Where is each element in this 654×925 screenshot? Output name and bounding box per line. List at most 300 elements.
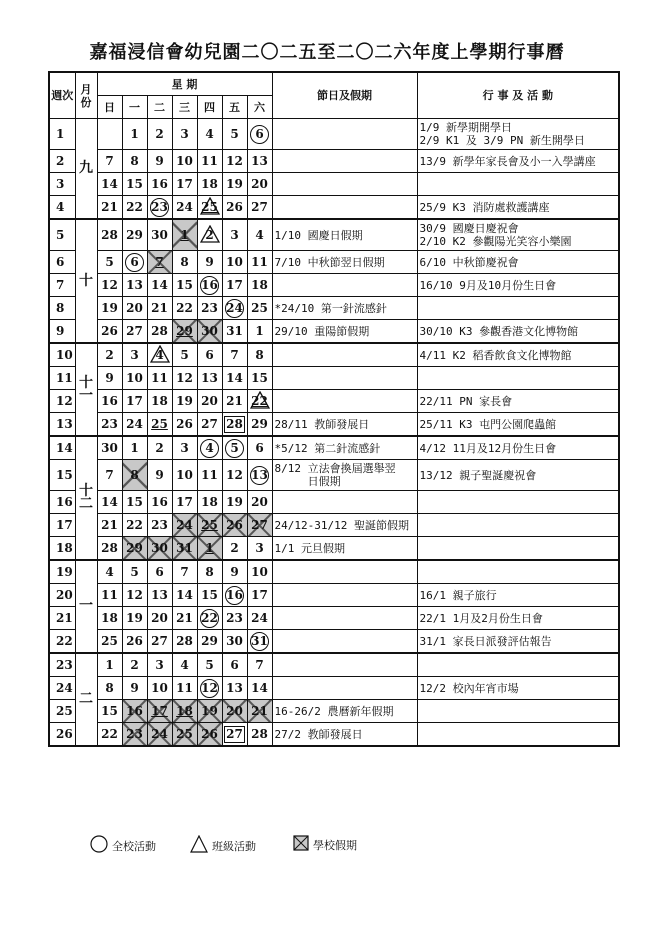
day-cell [122,460,147,491]
day-cell [97,413,122,437]
day-cell [197,343,222,367]
holiday-cell [272,607,417,630]
triangle-icon [190,835,208,856]
week-row [49,514,619,537]
day-number: 6 [205,347,214,362]
day-number: 17 [126,393,143,408]
day-cell [122,514,147,537]
day-cell [97,251,122,274]
holiday-cell [272,367,417,390]
day-number: 26 [126,633,143,648]
day-number: 23 [150,198,169,217]
day-cell [122,150,147,173]
circle-icon [90,835,108,856]
day-number: 26 [226,199,243,214]
day-cell [97,196,122,220]
week-row [49,560,619,584]
week-number: 24 [49,677,75,700]
day-cell [147,630,172,654]
day-cell [247,320,272,344]
day-number: 16 [200,276,219,295]
day-cell [247,460,272,491]
week-number: 10 [49,343,75,367]
day-cell [222,251,247,274]
day-cell [172,173,197,196]
day-cell [97,150,122,173]
day-number: 11 [176,680,193,695]
day-cell [147,537,172,561]
day-number: 7 [255,657,264,672]
day-number: 28 [176,633,193,648]
day-number: 26 [226,517,243,532]
day-number: 10 [226,254,243,269]
day-cell [147,297,172,320]
day-cell [247,343,272,367]
header-month: 月份 [75,72,97,119]
holiday-cell: 1/1 元旦假期 [272,537,417,561]
day-number: 5 [130,564,139,579]
day-cell [247,560,272,584]
day-cell [172,677,197,700]
day-cell [172,390,197,413]
day-number: 1 [180,227,189,242]
day-cell [122,219,147,251]
week-row [49,320,619,344]
day-number: 21 [151,300,168,315]
week-number: 13 [49,413,75,437]
holiday-cell [272,560,417,584]
day-cell [172,436,197,460]
holiday-cell [272,119,417,150]
day-cell [97,390,122,413]
day-number: 5 [180,347,189,362]
day-number: 30 [226,633,243,648]
day-number: 17 [151,703,168,718]
day-cell [172,514,197,537]
day-number: 7 [105,467,114,482]
event-cell [417,537,619,561]
day-number: 20 [151,610,168,625]
month-label: 十二 [75,436,97,560]
day-number: 31 [176,540,193,555]
holiday-cell [272,343,417,367]
day-cell [172,700,197,723]
event-cell: 30/9 國慶日慶祝會 2/10 K2 參觀陽光笑容小樂園 [417,219,619,251]
day-number: 21 [101,517,118,532]
day-cell [247,677,272,700]
day-number: 22 [101,726,118,741]
day-number: 17 [176,176,193,191]
day-cell [147,119,172,150]
week-row [49,700,619,723]
day-cell [197,196,222,220]
day-cell [222,584,247,607]
week-row [49,251,619,274]
day-number: 16 [225,586,244,605]
header-fri: 五 [222,96,247,119]
day-number: 9 [205,254,214,269]
day-cell [197,119,222,150]
day-number: 20 [251,494,268,509]
day-cell [97,491,122,514]
day-cell [172,274,197,297]
day-number: 17 [251,587,268,602]
day-number: 14 [226,370,243,385]
day-cell [97,274,122,297]
holiday-cell: 8/12 立法會換屆選舉翌 日假期 [272,460,417,491]
day-cell [122,173,147,196]
day-cell [222,297,247,320]
day-cell [247,700,272,723]
event-cell: 4/12 11月及12月份生日會 [417,436,619,460]
event-cell [417,491,619,514]
day-cell [147,584,172,607]
header-sat: 六 [247,96,272,119]
day-cell [222,367,247,390]
week-row [49,297,619,320]
day-number: 12 [176,370,193,385]
day-number: 9 [130,680,139,695]
day-number: 3 [130,347,139,362]
day-number: 23 [226,610,243,625]
week-number: 5 [49,219,75,251]
day-number: 2 [130,657,139,672]
day-number: 30 [201,323,218,338]
week-row [49,274,619,297]
day-cell [247,491,272,514]
day-cell [172,723,197,747]
day-cell [247,653,272,677]
day-cell [247,150,272,173]
calendar-body [49,119,619,747]
day-cell [172,460,197,491]
holiday-cell: 7/10 中秋節翌日假期 [272,251,417,274]
day-cell [97,584,122,607]
day-cell [122,251,147,274]
day-number: 10 [151,680,168,695]
day-number: 8 [255,347,264,362]
day-number: 5 [105,254,114,269]
holiday-cell: 24/12-31/12 聖誕節假期 [272,514,417,537]
day-cell [97,677,122,700]
day-number: 24 [151,726,168,741]
day-cell [147,413,172,437]
day-number: 2 [105,347,114,362]
day-cell [222,390,247,413]
day-cell [247,584,272,607]
day-number: 11 [201,153,218,168]
day-number: 1 [255,323,264,338]
day-number: 22 [176,300,193,315]
day-cell [197,173,222,196]
holiday-cell [272,491,417,514]
week-row [49,150,619,173]
day-number: 7 [230,347,239,362]
day-cell [222,460,247,491]
week-number: 19 [49,560,75,584]
day-cell [197,537,222,561]
day-cell [97,219,122,251]
week-number: 16 [49,491,75,514]
day-cell [172,251,197,274]
day-cell [197,607,222,630]
day-cell [247,537,272,561]
day-cell [147,723,172,747]
day-cell [122,119,147,150]
day-number: 8 [180,254,189,269]
day-number: 1 [130,440,139,455]
day-number: 3 [255,540,264,555]
day-number: 15 [126,176,143,191]
day-number: 4 [155,347,164,362]
day-number: 23 [151,517,168,532]
day-cell [247,723,272,747]
day-number: 13 [250,466,269,485]
day-number: 6 [125,253,144,272]
month-label: 九 [75,119,97,220]
day-cell [247,219,272,251]
day-cell [97,653,122,677]
week-number: 3 [49,173,75,196]
day-number: 9 [155,153,164,168]
day-cell [97,320,122,344]
day-cell [147,390,172,413]
day-number: 29 [251,416,268,431]
day-number: 11 [201,467,218,482]
day-cell [97,297,122,320]
day-number: 15 [201,587,218,602]
day-number: 27 [151,633,168,648]
school-calendar-table [48,71,620,747]
day-cell [197,653,222,677]
event-cell: 4/11 K2 稻香飲食文化博物館 [417,343,619,367]
day-number: 17 [226,277,243,292]
holiday-cell [272,630,417,654]
event-cell: 13/9 新學年家長會及小一入學講座 [417,150,619,173]
day-cell [172,219,197,251]
day-cell [172,367,197,390]
day-number: 4 [255,227,264,242]
day-number: 15 [176,277,193,292]
day-number: 22 [126,199,143,214]
day-cell [122,491,147,514]
day-cell [197,367,222,390]
day-cell [97,367,122,390]
day-number: 13 [226,680,243,695]
day-cell [247,413,272,437]
day-cell [197,491,222,514]
day-cell [147,173,172,196]
day-number: 9 [155,467,164,482]
day-number: 16 [151,494,168,509]
day-cell [222,196,247,220]
day-cell [172,320,197,344]
day-number: 31 [250,632,269,651]
day-cell [147,560,172,584]
header-wed: 三 [172,96,197,119]
day-cell [222,219,247,251]
event-cell: 31/1 家長日派發評估報告 [417,630,619,654]
holiday-cell: *5/12 第二針流感針 [272,436,417,460]
day-number: 20 [201,393,218,408]
day-number: 18 [201,176,218,191]
day-cell [172,196,197,220]
month-label: 二 [75,653,97,746]
week-row [49,630,619,654]
day-number: 2 [155,440,164,455]
day-cell [222,514,247,537]
day-number: 27 [226,726,243,741]
day-cell [122,607,147,630]
day-number: 28 [226,416,243,431]
day-number: 7 [180,564,189,579]
day-cell [247,607,272,630]
event-cell [417,723,619,747]
day-number: 19 [176,393,193,408]
day-number: 18 [176,703,193,718]
day-cell [97,514,122,537]
day-number: 15 [251,370,268,385]
day-cell [122,297,147,320]
day-number: 14 [176,587,193,602]
event-cell [417,297,619,320]
day-number: 10 [251,564,268,579]
day-number: 12 [200,679,219,698]
event-cell: 6/10 中秋節慶祝會 [417,251,619,274]
day-cell [97,436,122,460]
day-cell [122,653,147,677]
day-cell [122,196,147,220]
day-cell [147,436,172,460]
day-number: 28 [251,726,268,741]
day-number: 24 [176,517,193,532]
day-number: 20 [226,703,243,718]
day-number: 23 [101,416,118,431]
day-number: 19 [226,176,243,191]
day-number: 14 [151,277,168,292]
day-number: 25 [201,199,218,214]
day-number: 25 [151,416,168,431]
day-cell [247,196,272,220]
day-cell [197,251,222,274]
day-number: 29 [126,540,143,555]
day-cell [222,560,247,584]
day-cell [147,343,172,367]
day-cell [197,436,222,460]
day-cell [147,367,172,390]
day-cell [172,630,197,654]
day-number: 5 [205,657,214,672]
day-cell [172,491,197,514]
day-cell [97,343,122,367]
day-number: 1 [205,540,214,555]
day-cell [122,723,147,747]
week-number: 18 [49,537,75,561]
header-tue: 二 [147,96,172,119]
day-cell [122,367,147,390]
legend-label: 班級活動 [212,839,256,853]
day-cell [197,630,222,654]
day-number: 17 [176,494,193,509]
holiday-cell: 27/2 教師發展日 [272,723,417,747]
day-number: 3 [180,440,189,455]
day-number: 31 [226,323,243,338]
day-cell [197,320,222,344]
holiday-cell [272,274,417,297]
legend-whole-school [90,835,156,856]
day-number: 15 [101,703,118,718]
day-number: 23 [126,726,143,741]
day-cell [122,343,147,367]
week-row [49,537,619,561]
day-number: 28 [101,227,118,242]
day-number: 21 [226,393,243,408]
day-cell [147,251,172,274]
day-cell [222,630,247,654]
day-cell [222,700,247,723]
week-row [49,584,619,607]
day-cell [197,677,222,700]
week-number: 20 [49,584,75,607]
day-cell [147,653,172,677]
day-cell [172,150,197,173]
day-cell [122,390,147,413]
day-cell [222,491,247,514]
day-cell [147,460,172,491]
day-number: 25 [176,726,193,741]
day-cell [197,723,222,747]
week-row [49,436,619,460]
day-number: 30 [101,440,118,455]
day-cell [97,607,122,630]
day-number: 28 [151,323,168,338]
event-cell [417,560,619,584]
day-cell [197,460,222,491]
week-number: 26 [49,723,75,747]
day-cell [222,653,247,677]
holiday-cell [272,173,417,196]
week-row [49,390,619,413]
day-number: 18 [151,393,168,408]
day-cell [222,150,247,173]
day-cell [197,560,222,584]
day-cell [147,514,172,537]
day-cell [122,436,147,460]
day-number: 19 [101,300,118,315]
day-number: 25 [101,633,118,648]
day-number: 8 [205,564,214,579]
week-number: 17 [49,514,75,537]
header-weekday-group: 星 期 [97,72,272,96]
day-cell [222,173,247,196]
day-cell [97,460,122,491]
day-number: 19 [226,494,243,509]
day-number: 8 [130,467,139,482]
day-cell [122,584,147,607]
legend-label: 全校活動 [112,839,156,853]
day-cell [222,119,247,150]
day-number: 2 [205,227,214,242]
day-number: 16 [151,176,168,191]
day-cell [97,700,122,723]
day-cell [172,413,197,437]
day-number: 15 [126,494,143,509]
holiday-cell [272,677,417,700]
day-number: 27 [251,199,268,214]
event-cell: 25/9 K3 消防處救護講座 [417,196,619,220]
day-number: 11 [101,587,118,602]
event-cell: 16/1 親子旅行 [417,584,619,607]
